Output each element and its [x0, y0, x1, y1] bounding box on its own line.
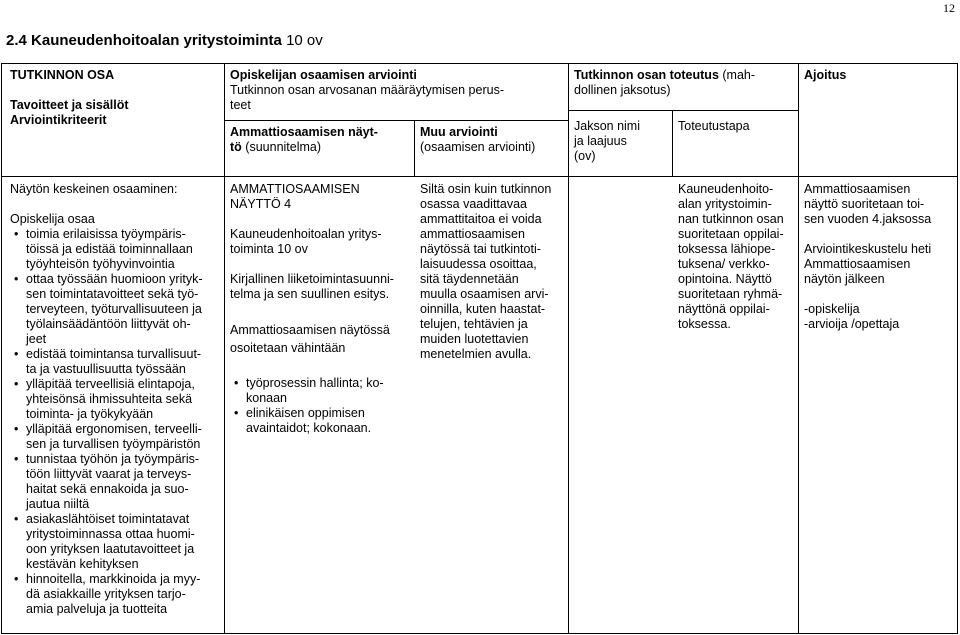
other-assessment-cell [420, 182, 566, 362]
criteria-item-line: • toimia erilaisissa työympäris- [26, 227, 186, 241]
spacer [230, 356, 412, 376]
criteria-intro: Opiskelija osaa [10, 212, 95, 226]
timing-text: sen vuoden 4.jaksossa [804, 212, 932, 226]
criteria-item [10, 227, 222, 272]
demonstration-text: telma ja sen suullinen esitys. [230, 287, 390, 301]
header-text: TUTKINNON OSA [10, 68, 115, 82]
criteria-item [10, 452, 222, 512]
header-text: (ov) [574, 149, 596, 163]
header-text: (suunnitelma) [245, 140, 322, 154]
timing-text: -arvioija /opettaja [804, 317, 900, 331]
criteria-item [10, 422, 222, 452]
other-assessment-line: oinnilla, kuten haastat- [420, 302, 546, 316]
spacer [804, 227, 956, 242]
implementation-line: tuksena/ verkko- [678, 257, 770, 271]
header-jakson-nimi [574, 119, 669, 164]
demonstration-list [230, 376, 412, 436]
criteria-item [10, 347, 222, 377]
criteria-item-line: ta ja vastuullisuutta työssään [26, 362, 186, 376]
criteria-item-line: jeet [26, 332, 47, 346]
header-text: Tutkinnon osan arvosanan määräytymisen perus- [230, 83, 504, 97]
timing-text: Ammattiosaamisen [804, 257, 911, 271]
spacer [10, 197, 222, 212]
criteria-item-line: yritystoiminnassa ottaa huomi- [26, 527, 195, 541]
criteria-item [10, 572, 222, 617]
demonstration-item-line: • työprosessin hallinta; ko- [246, 376, 384, 390]
header-text: Ajoitus [804, 68, 847, 82]
criteria-item [10, 377, 222, 422]
implementation-cell [678, 182, 796, 332]
table-divider [224, 64, 225, 633]
criteria-item-line: • edistää toimintansa turvallisuut- [26, 347, 202, 361]
header-text: Tavoitteet ja sisällöt [10, 98, 129, 112]
header-text: Opiskelijan osaamisen arviointi [230, 68, 417, 82]
other-assessment-line: osassa vaadittavaa [420, 197, 528, 211]
implementation-line: suoritetaan ryhmä- [678, 287, 783, 301]
other-assessment-line: sitä täydennetään [420, 272, 519, 286]
criteria-item-line: jautua niiltä [26, 497, 90, 511]
demonstration-heading: NÄYTTÖ 4 [230, 197, 292, 211]
demonstration-text: Ammattiosaamisen näytössä [230, 323, 390, 337]
criteria-item-line: • asiakaslähtöiset toimintatavat [26, 512, 190, 526]
other-assessment-line: laisuudessa osoittaa, [420, 257, 537, 271]
header-text: Toteutustapa [678, 119, 750, 133]
section-title [6, 32, 323, 49]
other-assessment-line: Siltä osin kuin tutkinnon [420, 182, 552, 196]
timing-text: Ammattiosaamisen [804, 182, 911, 196]
implementation-line: toksessa. [678, 317, 731, 331]
spacer [230, 212, 412, 227]
header-text: (osaamisen arviointi) [420, 140, 536, 154]
other-assessment-line: näytössä tai tutkintoti- [420, 242, 541, 256]
criteria-item-line: töön liittyvät vaarat ja terveys- [26, 467, 192, 481]
header-opiskelijan-arviointi [230, 68, 564, 113]
implementation-line: suoritetaan oppilai- [678, 227, 784, 241]
table-divider [798, 64, 799, 633]
header-text: Muu arviointi [420, 125, 498, 139]
implementation-line: opintoina. Näyttö [678, 272, 772, 286]
spacer [230, 257, 412, 272]
table-header-divider [2, 176, 957, 177]
assessment-table [1, 63, 958, 634]
criteria-item-line: dä asiakkaille yrityksen tarjo- [26, 587, 186, 601]
table-divider [672, 110, 673, 176]
criteria-item-line: sen ja turvallisen työympäristön [26, 437, 201, 451]
demonstration-item-line: avaintaidot; kokonaan. [246, 421, 372, 435]
criteria-item-line: yhteisönsä ihmissuhteita sekä [26, 392, 193, 406]
demonstration-plan-cell [230, 182, 412, 436]
criteria-cell [10, 182, 222, 617]
criteria-item-line: sen toimintatavoitteet sekä työ- [26, 287, 199, 301]
implementation-line: nan tutkinnon osan [678, 212, 784, 226]
timing-cell [804, 182, 956, 332]
section-title-scope: 10 ov [286, 32, 323, 49]
header-toteutustapa [678, 119, 794, 134]
criteria-heading: Näytön keskeinen osaaminen: [10, 182, 178, 196]
spacer [230, 302, 412, 317]
other-assessment-line: ammattiosaamisen [420, 227, 525, 241]
demonstration-text: Kauneudenhoitoalan yritys- [230, 227, 382, 241]
demonstration-item-line: konaan [246, 391, 288, 405]
criteria-item-line: työyhteisön työhyvinvointia [26, 257, 175, 271]
timing-text: -opiskelija [804, 302, 860, 316]
header-tutkinnon-toteutus [574, 68, 794, 98]
header-text: (mah- [722, 68, 756, 82]
table-divider [568, 110, 798, 111]
criteria-item-line: • hinnoitella, markkinoida ja myy- [26, 572, 201, 586]
spacer [804, 287, 956, 302]
criteria-item-line: työlainsäädäntöön liittyvät oh- [26, 317, 191, 331]
other-assessment-line: ammattitaitoa ei voida [420, 212, 542, 226]
criteria-item [10, 272, 222, 347]
criteria-item-line: • ylläpitää terveellisiä elintapoja, [26, 377, 195, 391]
header-text: Jakson nimi [574, 119, 640, 133]
implementation-line: alan yritystoimin- [678, 197, 772, 211]
demonstration-heading: AMMATTIOSAAMISEN [230, 182, 360, 196]
implementation-line: toksessa lähiope- [678, 242, 776, 256]
criteria-item [10, 512, 222, 572]
header-text: teet [230, 98, 251, 112]
criteria-item-line: toiminta- ja työkykyään [26, 407, 154, 421]
implementation-line: Kauneudenhoito- [678, 182, 774, 196]
spacer [10, 83, 220, 98]
table-divider [568, 64, 569, 633]
demonstration-text: Kirjallinen liiketoimintasuunni- [230, 272, 394, 286]
other-assessment-line: muulla osaamisen arvi- [420, 287, 549, 301]
page-number: 12 [943, 1, 955, 15]
header-text: Arviointikriteerit [10, 113, 107, 127]
demonstration-item-line: • elinikäisen oppimisen [246, 406, 365, 420]
other-assessment-line: muiden luotettavien [420, 332, 529, 346]
criteria-item-line: haitat sekä ennakoida ja suo- [26, 482, 189, 496]
implementation-line: näyttönä oppilai- [678, 302, 770, 316]
criteria-item-line: • ottaa työssään huomioon yrityk- [26, 272, 203, 286]
criteria-item-line: terveyteen, työturvallisuuteen ja [26, 302, 202, 316]
demonstration-text: toiminta 10 ov [230, 242, 308, 256]
demonstration-item [230, 376, 412, 406]
criteria-item-line: amia palveluja ja tuotteita [26, 602, 168, 616]
criteria-item-line: töissä ja edistää toiminnallaan [26, 242, 193, 256]
header-tutkinnon-osa [10, 68, 220, 128]
header-muu-arviointi [420, 125, 564, 155]
header-text: Tutkinnon osan toteutus [574, 68, 719, 82]
demonstration-text: osoitetaan vähintään [230, 341, 346, 355]
demonstration-item [230, 406, 412, 436]
other-assessment-line: telujen, tehtävien ja [420, 317, 528, 331]
criteria-item-line: • ylläpitää ergonomisen, terveelli- [26, 422, 202, 436]
criteria-list [10, 227, 222, 617]
table-divider [224, 120, 568, 121]
header-ammattiosaamisen-naytto [230, 125, 410, 155]
header-text: ja laajuus [574, 134, 627, 148]
other-assessment-line: menetelmien avulla. [420, 347, 532, 361]
timing-text: näytön jälkeen [804, 272, 885, 286]
criteria-item-line: kestävän kehityksen [26, 557, 139, 571]
table-divider [414, 120, 415, 176]
timing-text: näyttö suoritetaan toi- [804, 197, 925, 211]
header-ajoitus [804, 68, 954, 83]
header-text: Ammattiosaamisen näyt- [230, 125, 378, 139]
criteria-item-line: oon yrityksen laatutavoitteet ja [26, 542, 195, 556]
header-text: dollinen jaksotus) [574, 83, 671, 97]
criteria-item-line: • tunnistaa työhön ja työympäris- [26, 452, 200, 466]
section-title-main: 2.4 Kauneudenhoitoalan yritystoiminta [6, 32, 282, 49]
timing-text: Arviointikeskustelu heti [804, 242, 932, 256]
header-text: tö [230, 140, 242, 154]
